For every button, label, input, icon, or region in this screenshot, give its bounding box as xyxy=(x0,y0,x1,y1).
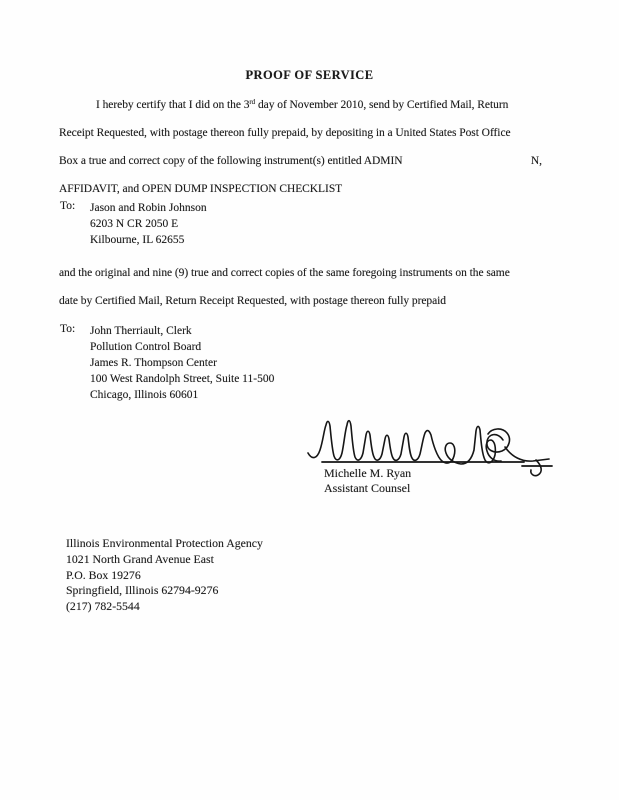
recipient-2-building: James R. Thompson Center xyxy=(90,357,217,369)
recipient-2-to-label: To: xyxy=(60,323,76,335)
signature-stroke xyxy=(308,421,501,464)
copies-line-1: and the original and nine (9) true and correct copies of the same foregoing instruments on the same xyxy=(59,267,510,279)
recipient-2-street: 100 West Randolph Street, Suite 11-500 xyxy=(90,373,275,385)
recipient-2-city: Chicago, Illinois 60601 xyxy=(90,389,199,401)
certification-line-3 xyxy=(59,155,546,167)
agency-po-box: P.O. Box 19276 xyxy=(66,567,141,582)
signatory-name: Michelle M. Ryan xyxy=(324,466,412,480)
agency-city: Springfield, Illinois 62794-9276 xyxy=(66,583,219,598)
faded-instrument-fragment: N, xyxy=(530,155,542,167)
agency-street: 1021 North Grand Avenue East xyxy=(66,551,214,566)
agency-address xyxy=(66,536,263,615)
recipient-1-name: Jason and Robin Johnson xyxy=(90,202,207,214)
signature-flourish xyxy=(487,429,549,461)
certification-line-1-pre: I hereby certify that I did on the 3 xyxy=(96,99,250,111)
ordinal-superscript: rd xyxy=(249,97,256,106)
signatory-title: Assistant Counsel xyxy=(324,481,411,495)
recipient-1-city: Kilbourne, IL 62655 xyxy=(90,234,185,246)
instruments-entitled-text: Box a true and correct copy of the following instrument(s) entitled ADMIN xyxy=(59,155,403,167)
agency-name: Illinois Environmental Protection Agency xyxy=(66,536,263,550)
recipient-2-board: Pollution Control Board xyxy=(90,341,202,353)
certification-line-1 xyxy=(96,99,508,111)
certification-line-2: Receipt Requested, with postage thereon fully prepaid, by depositing in a United States Post Office xyxy=(59,127,511,139)
recipient-1-address xyxy=(90,200,207,248)
recipient-2-name: John Therriault, Clerk xyxy=(90,325,192,337)
agency-phone: (217) 782-5544 xyxy=(66,599,140,614)
document-title: PROOF OF SERVICE xyxy=(245,68,374,82)
signature-tail-hook xyxy=(531,460,541,476)
recipient-1-street: 6203 N CR 2050 E xyxy=(90,218,179,230)
recipient-2-address xyxy=(90,323,274,403)
recipient-1-to-label: To: xyxy=(60,200,76,212)
certification-line-1-rest: day of November 2010, send by Certified Mail, Return xyxy=(255,99,509,111)
certification-line-4: AFFIDAVIT, and OPEN DUMP INSPECTION CHECKLIST xyxy=(59,183,343,195)
copies-line-2: date by Certified Mail, Return Receipt Requested, with postage thereon fully prepaid xyxy=(59,295,447,307)
